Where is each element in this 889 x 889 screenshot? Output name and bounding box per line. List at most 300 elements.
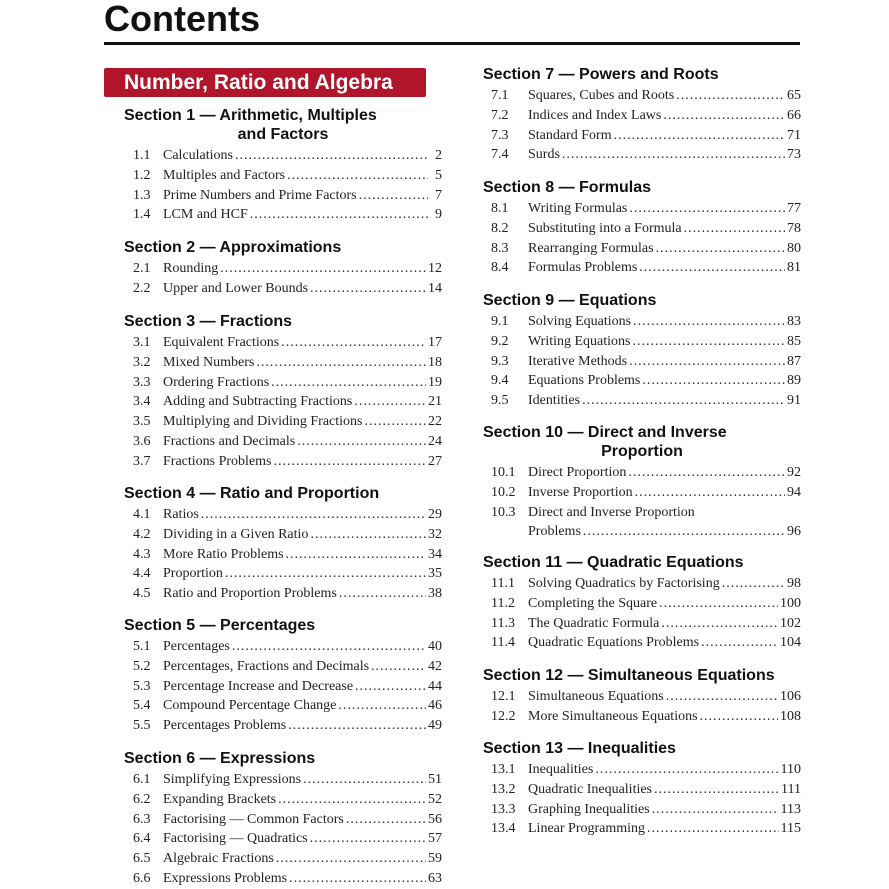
entry-page: 81 xyxy=(787,260,801,276)
entry-page: 21 xyxy=(428,394,442,410)
entry-number: 9.5 xyxy=(491,393,509,409)
entry-number: 8.3 xyxy=(491,240,509,256)
entry-page: 71 xyxy=(787,127,801,143)
entry-number: 9.3 xyxy=(491,353,509,369)
entry-title: Expanding Brackets xyxy=(163,791,277,807)
leader-dots xyxy=(701,633,778,653)
leader-dots xyxy=(635,483,785,503)
entry-number: 8.2 xyxy=(491,220,509,236)
entry-number: 4.4 xyxy=(133,566,151,582)
section-heading: Section 7 — Powers and Roots xyxy=(483,66,719,83)
toc-entry-7-4[interactable] xyxy=(483,145,801,165)
toc-entry-1-4[interactable] xyxy=(124,205,442,225)
entry-title: Rounding xyxy=(163,261,219,276)
toc-entry-6-4[interactable] xyxy=(124,829,442,849)
toc-entry-7-1[interactable] xyxy=(483,86,801,106)
section-heading: Section 5 — Percentages xyxy=(124,617,316,634)
leader-dots xyxy=(355,677,426,697)
entry-page: 49 xyxy=(428,718,442,734)
entry-page: 108 xyxy=(780,708,801,724)
toc-entry-9-4[interactable] xyxy=(483,371,801,391)
entry-page: 87 xyxy=(787,353,801,369)
section-11 xyxy=(483,553,801,653)
entry-title: Calculations xyxy=(163,148,233,163)
entry-title: Substituting into a Formula xyxy=(528,220,682,236)
entry-page: 27 xyxy=(428,453,442,469)
toc-entry-11-3[interactable] xyxy=(483,614,801,634)
toc-entry-5-5[interactable] xyxy=(124,716,442,736)
toc-entry-3-1[interactable] xyxy=(124,333,442,353)
toc-entry-13-2[interactable] xyxy=(483,780,801,800)
leader-dots xyxy=(365,412,427,432)
entry-page: 29 xyxy=(428,507,442,522)
leader-dots xyxy=(346,810,426,830)
section-heading-line1: Section 10 — Direct and Inverse xyxy=(483,424,727,441)
toc-entry-6-3[interactable] xyxy=(124,810,442,830)
section-heading: Section 2 — Approximations xyxy=(124,239,342,256)
leader-dots xyxy=(659,594,778,614)
toc-entry-5-3[interactable] xyxy=(124,677,442,697)
leader-dots xyxy=(661,614,778,634)
entry-number: 6.5 xyxy=(133,851,151,867)
entry-title: Direct and Inverse Proportion xyxy=(528,504,695,520)
toc-entry-9-2[interactable] xyxy=(483,332,801,352)
entry-title: Upper and Lower Bounds xyxy=(163,280,309,296)
entry-page: 92 xyxy=(787,465,801,480)
leader-dots xyxy=(338,696,426,716)
section-heading: Section 13 — Inequalities xyxy=(483,740,676,757)
entry-title: Fractions and Decimals xyxy=(163,433,296,449)
entry-page: 51 xyxy=(428,772,442,787)
leader-dots xyxy=(684,219,785,239)
entry-page: 83 xyxy=(787,314,801,329)
entry-page: 40 xyxy=(428,639,442,654)
entry-page: 46 xyxy=(428,698,442,714)
part-banner: Number, Ratio and Algebra xyxy=(104,68,426,97)
entry-title: Indices and Index Laws xyxy=(528,107,662,123)
entry-page: 106 xyxy=(780,689,801,704)
toc-entry-10-1[interactable] xyxy=(483,463,801,483)
toc-entry-5-1[interactable] xyxy=(124,637,442,657)
leader-dots xyxy=(656,239,785,259)
entry-title: Inequalities xyxy=(528,762,594,777)
entry-title: Standard Form xyxy=(528,127,612,143)
leader-dots xyxy=(310,279,426,299)
entry-title: Solving Quadratics by Factorising xyxy=(528,576,720,591)
entry-page: 35 xyxy=(428,566,442,582)
entry-number: 6.1 xyxy=(133,772,151,787)
entry-number: 10.1 xyxy=(491,465,516,480)
section-8 xyxy=(483,178,801,278)
toc-entry-8-3[interactable] xyxy=(483,239,801,259)
entry-title: Multiplying and Dividing Fractions xyxy=(163,414,363,430)
toc-entry-13-3[interactable] xyxy=(483,800,801,820)
toc-entry-6-2[interactable] xyxy=(124,790,442,810)
entry-title: Percentages, Fractions and Decimals xyxy=(163,658,370,674)
entry-title: Iterative Methods xyxy=(528,353,628,369)
section-heading: Section 6 — Expressions xyxy=(124,750,316,767)
entry-number: 7.2 xyxy=(491,107,509,123)
entry-page: 32 xyxy=(428,526,442,542)
entry-number: 12.2 xyxy=(491,708,516,724)
section-6 xyxy=(124,749,442,889)
entry-page: 9 xyxy=(435,207,442,223)
entry-page: 115 xyxy=(780,821,801,837)
entry-number: 3.7 xyxy=(133,453,151,469)
entry-number: 11.3 xyxy=(491,615,515,631)
toc-entry-13-4[interactable] xyxy=(483,819,801,839)
entry-number: 5.4 xyxy=(133,698,151,714)
leader-dots xyxy=(663,106,785,126)
entry-title: Completing the Square xyxy=(528,595,658,611)
entry-number: 3.5 xyxy=(133,414,151,430)
toc-entry-4-2[interactable] xyxy=(124,525,442,545)
leader-dots xyxy=(288,716,426,736)
entry-page: 66 xyxy=(787,107,801,123)
toc-entry-3-3[interactable] xyxy=(124,373,442,393)
entry-number: 6.3 xyxy=(133,811,151,827)
entry-title: Simultaneous Equations xyxy=(528,689,664,704)
entry-title: Prime Numbers and Prime Factors xyxy=(163,187,357,203)
entry-title: Writing Equations xyxy=(528,333,631,349)
section-13 xyxy=(483,739,801,839)
entry-number: 6.6 xyxy=(133,870,151,886)
entry-page: 14 xyxy=(428,280,442,296)
toc-entry-8-2[interactable] xyxy=(483,219,801,239)
entry-title: Squares, Cubes and Roots xyxy=(528,88,675,103)
entry-number: 8.1 xyxy=(491,201,509,216)
entry-title: Percentage Increase and Decrease xyxy=(163,678,354,694)
section-12 xyxy=(483,666,801,727)
entry-number: 3.6 xyxy=(133,433,151,449)
leader-dots xyxy=(289,869,426,889)
entry-page: 59 xyxy=(428,851,442,867)
section-heading xyxy=(124,106,442,144)
entry-title: Compound Percentage Change xyxy=(163,698,337,714)
entry-number: 12.1 xyxy=(491,689,516,704)
entry-number: 9.1 xyxy=(491,314,509,329)
toc-entry-8-1[interactable] xyxy=(483,199,801,219)
entry-number: 5.5 xyxy=(133,718,151,734)
entry-page: 19 xyxy=(428,374,442,390)
entry-page: 77 xyxy=(787,201,801,216)
entry-title: Quadratic Equations Problems xyxy=(528,635,700,651)
entry-number: 3.1 xyxy=(133,335,151,350)
entry-title: Multiples and Factors xyxy=(163,167,286,183)
entry-page: 38 xyxy=(428,586,442,602)
toc-entry-4-5[interactable] xyxy=(124,584,442,604)
leader-dots xyxy=(633,312,785,332)
entry-number: 4.2 xyxy=(133,526,151,542)
toc-entry-13-1[interactable] xyxy=(483,760,801,780)
entry-title: More Simultaneous Equations xyxy=(528,708,698,724)
leader-dots xyxy=(722,574,785,594)
leader-dots xyxy=(562,145,785,165)
leader-dots xyxy=(235,146,428,166)
entry-title-continued: Problems xyxy=(528,524,581,540)
leader-dots xyxy=(310,829,426,849)
toc-entry-4-4[interactable] xyxy=(124,564,442,584)
section-heading-line2: and Factors xyxy=(237,126,329,143)
entry-page: 56 xyxy=(428,811,442,827)
toc-entry-3-2[interactable] xyxy=(124,353,442,373)
leader-dots xyxy=(582,391,785,411)
section-9 xyxy=(483,291,801,411)
entry-number: 4.5 xyxy=(133,586,151,602)
leader-dots xyxy=(359,186,428,206)
leader-dots xyxy=(647,819,778,839)
toc-entry-4-1[interactable] xyxy=(124,505,442,525)
entry-page: 2 xyxy=(435,148,442,163)
toc-entry-11-4[interactable] xyxy=(483,633,801,653)
entry-page: 5 xyxy=(435,167,442,183)
leader-dots xyxy=(595,760,778,780)
entry-page: 104 xyxy=(780,635,801,651)
entry-number: 10.2 xyxy=(491,484,516,500)
entry-number: 7.3 xyxy=(491,127,509,143)
leader-dots xyxy=(278,790,426,810)
entry-page: 17 xyxy=(428,335,442,350)
toc-entry-11-2[interactable] xyxy=(483,594,801,614)
leader-dots xyxy=(629,352,785,372)
entry-title: Surds xyxy=(528,147,560,163)
toc-entry-1-3[interactable] xyxy=(124,186,442,206)
toc-entry-2-2[interactable] xyxy=(124,279,442,299)
toc-entry-4-3[interactable] xyxy=(124,545,442,565)
entry-page: 22 xyxy=(428,414,442,430)
entry-page: 12 xyxy=(428,261,442,276)
entry-page: 34 xyxy=(428,546,442,562)
toc-entry-3-7[interactable] xyxy=(124,452,442,472)
leader-dots xyxy=(666,687,778,707)
leader-dots xyxy=(310,525,426,545)
entry-number: 9.2 xyxy=(491,333,509,349)
entry-title: The Quadratic Formula xyxy=(528,615,660,631)
entry-title: Dividing in a Given Ratio xyxy=(163,526,309,542)
leader-dots xyxy=(303,770,426,790)
entry-number: 5.3 xyxy=(133,678,151,694)
toc-entry-7-2[interactable] xyxy=(483,106,801,126)
entry-page: 102 xyxy=(780,615,801,631)
toc-entry-1-1[interactable] xyxy=(124,146,442,166)
entry-title: More Ratio Problems xyxy=(163,546,284,562)
entry-number: 9.4 xyxy=(491,373,509,389)
title-rule xyxy=(104,42,800,45)
entry-title: Expressions Problems xyxy=(163,870,288,886)
entry-title: Identities xyxy=(528,393,581,409)
toc-entry-10-3[interactable] xyxy=(483,503,801,523)
entry-number: 13.4 xyxy=(491,821,516,837)
entry-page: 113 xyxy=(780,801,801,817)
entry-page: 18 xyxy=(428,354,442,370)
toc-entry-5-2[interactable] xyxy=(124,657,442,677)
section-heading: Section 9 — Equations xyxy=(483,292,657,309)
entry-title: Proportion xyxy=(163,566,223,582)
toc-entry-10-3-cont[interactable] xyxy=(483,522,801,542)
section-heading: Section 8 — Formulas xyxy=(483,179,652,196)
entry-title: Ratio and Proportion Problems xyxy=(163,586,337,602)
entry-number: 7.1 xyxy=(491,88,509,103)
entry-title: Linear Programming xyxy=(528,821,646,837)
leader-dots xyxy=(220,259,426,279)
leader-dots xyxy=(274,452,427,472)
entry-title: Fractions Problems xyxy=(163,453,272,469)
entry-title: Percentages xyxy=(163,639,230,654)
entry-title: Equivalent Fractions xyxy=(163,335,280,350)
toc-entry-6-5[interactable] xyxy=(124,849,442,869)
entry-page: 52 xyxy=(428,791,442,807)
entry-page: 78 xyxy=(787,220,801,236)
section-heading-line1: Section 1 — Arithmetic, Multiples xyxy=(124,107,377,124)
leader-dots xyxy=(639,258,785,278)
leader-dots xyxy=(271,373,426,393)
entry-title: Inverse Proportion xyxy=(528,484,633,500)
toc-entry-8-4[interactable] xyxy=(483,258,801,278)
entry-page: 42 xyxy=(428,658,442,674)
leader-dots xyxy=(654,780,779,800)
toc-entry-2-1[interactable] xyxy=(124,259,442,279)
toc-entry-12-2[interactable] xyxy=(483,707,801,727)
toc-entry-5-4[interactable] xyxy=(124,696,442,716)
entry-title: Mixed Numbers xyxy=(163,354,255,370)
toc-entry-7-3[interactable] xyxy=(483,126,801,146)
toc-entry-9-5[interactable] xyxy=(483,391,801,411)
entry-number: 3.4 xyxy=(133,394,151,410)
entry-number: 1.4 xyxy=(133,207,151,223)
entry-title: Equations Problems xyxy=(528,373,641,389)
leader-dots xyxy=(632,332,785,352)
entry-page: 80 xyxy=(787,240,801,256)
toc-entry-9-3[interactable] xyxy=(483,352,801,372)
leader-dots xyxy=(629,199,785,219)
section-3 xyxy=(124,312,442,472)
toc-entry-3-6[interactable] xyxy=(124,432,442,452)
entry-title: Rearranging Formulas xyxy=(528,240,654,256)
entry-page: 85 xyxy=(787,333,801,349)
entry-page: 63 xyxy=(428,870,442,886)
entry-page: 111 xyxy=(781,781,801,797)
section-heading-line2: Proportion xyxy=(601,443,683,460)
entry-page: 110 xyxy=(780,762,801,777)
leader-dots xyxy=(286,545,426,565)
section-7 xyxy=(483,65,801,165)
entry-title: Factorising — Common Factors xyxy=(163,811,344,827)
leader-dots xyxy=(700,707,778,727)
section-heading: Section 3 — Fractions xyxy=(124,313,293,330)
toc-entry-9-1[interactable] xyxy=(483,312,801,332)
toc-entry-1-2[interactable] xyxy=(124,166,442,186)
entry-number: 5.1 xyxy=(133,639,151,654)
entry-title: Writing Formulas xyxy=(528,201,628,216)
leader-dots xyxy=(628,463,785,483)
entry-number: 6.4 xyxy=(133,831,151,847)
leader-dots xyxy=(676,86,785,106)
entry-number: 6.2 xyxy=(133,791,151,807)
leader-dots xyxy=(297,432,426,452)
entry-page: 7 xyxy=(435,187,442,203)
section-heading: Section 12 — Simultaneous Equations xyxy=(483,667,775,684)
entry-title: Percentages Problems xyxy=(163,718,287,734)
entry-title: Formulas Problems xyxy=(528,260,638,276)
leader-dots xyxy=(256,353,426,373)
leader-dots xyxy=(642,371,785,391)
section-4 xyxy=(124,484,442,604)
entry-page: 57 xyxy=(428,831,442,847)
entry-page: 94 xyxy=(787,484,801,500)
entry-page: 24 xyxy=(428,433,442,449)
entry-title: Direct Proportion xyxy=(528,465,627,480)
entry-page: 91 xyxy=(787,393,801,409)
entry-title: Simplifying Expressions xyxy=(163,772,302,787)
section-5 xyxy=(124,616,442,736)
entry-number: 1.2 xyxy=(133,167,151,183)
entry-number: 11.2 xyxy=(491,595,515,611)
leader-dots xyxy=(201,505,426,525)
leader-dots xyxy=(583,522,785,542)
toc-entry-6-1[interactable] xyxy=(124,770,442,790)
entry-number: 11.4 xyxy=(491,635,515,651)
entry-number: 5.2 xyxy=(133,658,151,674)
entry-title: Algebraic Fractions xyxy=(163,851,274,867)
entry-number: 3.2 xyxy=(133,354,151,370)
section-heading: Section 4 — Ratio and Proportion xyxy=(124,485,380,502)
entry-title: Ordering Fractions xyxy=(163,374,270,390)
entry-page: 44 xyxy=(428,678,442,694)
toc-entry-10-2[interactable] xyxy=(483,483,801,503)
entry-number: 13.1 xyxy=(491,762,516,777)
leader-dots xyxy=(232,637,426,657)
entry-number: 2.2 xyxy=(133,280,151,296)
section-heading xyxy=(483,423,801,461)
leader-dots xyxy=(225,564,426,584)
toc-entry-3-4[interactable] xyxy=(124,392,442,412)
section-heading: Section 11 — Quadratic Equations xyxy=(483,554,744,571)
entry-page: 89 xyxy=(787,373,801,389)
entry-number: 3.3 xyxy=(133,374,151,390)
section-1 xyxy=(124,106,442,225)
entry-number: 2.1 xyxy=(133,261,151,276)
entry-number: 4.3 xyxy=(133,546,151,562)
leader-dots xyxy=(614,126,785,146)
entry-title: Solving Equations xyxy=(528,314,632,329)
toc-entry-6-6[interactable] xyxy=(124,869,442,889)
entry-number: 10.3 xyxy=(491,504,516,520)
entry-title: Quadratic Inequalities xyxy=(528,781,653,797)
entry-page: 100 xyxy=(780,595,801,611)
leader-dots xyxy=(250,205,428,225)
entry-number: 1.1 xyxy=(133,148,151,163)
leader-dots xyxy=(276,849,426,869)
entry-number: 13.2 xyxy=(491,781,516,797)
entry-page: 98 xyxy=(787,576,801,591)
toc-entry-11-1[interactable] xyxy=(483,574,801,594)
entry-number: 4.1 xyxy=(133,507,151,522)
entry-number: 11.1 xyxy=(491,576,515,591)
toc-entry-3-5[interactable] xyxy=(124,412,442,432)
leader-dots xyxy=(354,392,426,412)
entry-page: 73 xyxy=(787,147,801,163)
entry-title: Adding and Subtracting Fractions xyxy=(163,394,353,410)
entry-title: LCM and HCF xyxy=(163,207,248,223)
entry-number: 13.3 xyxy=(491,801,516,817)
toc-entry-12-1[interactable] xyxy=(483,687,801,707)
entry-title: Graphing Inequalities xyxy=(528,801,650,817)
entry-number: 8.4 xyxy=(491,260,509,276)
leader-dots xyxy=(371,657,426,677)
entry-page: 65 xyxy=(787,88,801,103)
leader-dots xyxy=(652,800,779,820)
entry-title: Ratios xyxy=(163,507,199,522)
